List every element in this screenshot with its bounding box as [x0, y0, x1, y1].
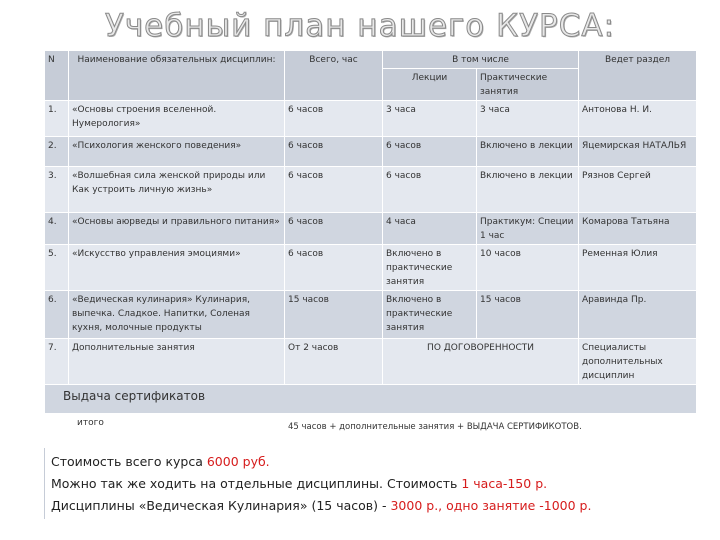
table-row [45, 137, 697, 167]
header-teacher: Ведет раздел [579, 51, 697, 101]
table-row [45, 245, 697, 291]
row-num: 3. [45, 167, 69, 213]
row-teacher: Антонова Н. И. [579, 101, 697, 137]
row-lectures-practical: ПО ДОГОВОРЕННОСТИ [383, 339, 579, 385]
row-total: 6 часов [285, 167, 383, 213]
header-name: Наименование обязательных дисциплин: [69, 51, 285, 101]
row-name: Дополнительные занятия [69, 339, 285, 385]
row-total: 6 часов [285, 245, 383, 291]
row-lectures: 4 часа [383, 213, 477, 245]
row-name: «Психология женского поведения» [69, 137, 285, 167]
row-total: 15 часов [285, 291, 383, 339]
row-lectures: Включено в практические занятия [383, 245, 477, 291]
row-total: 6 часов [285, 137, 383, 167]
table-row [45, 291, 697, 339]
table-row [45, 213, 697, 245]
price-line-single [51, 473, 691, 495]
table-header-row [45, 51, 697, 69]
table-row [45, 339, 697, 385]
row-total: 6 часов [285, 101, 383, 137]
header-lectures: Лекции [383, 69, 477, 101]
row-total: 6 часов [285, 213, 383, 245]
row-teacher: Комарова Татьяна [579, 213, 697, 245]
table-row [45, 167, 697, 213]
row-practical: 15 часов [477, 291, 579, 339]
total-text: 45 часов + дополнительные занятия + ВЫДАЧА СЕРТИФИКОТОВ. [285, 414, 697, 436]
row-num: 7. [45, 339, 69, 385]
total-label: итого [45, 414, 285, 436]
price-line-culinary [51, 495, 691, 517]
row-practical: 3 часа [477, 101, 579, 137]
row-num: 6. [45, 291, 69, 339]
row-lectures: Включено в практические занятия [383, 291, 477, 339]
row-name: «Основы строения вселенной. Нумерология» [69, 101, 285, 137]
row-practical: Практикум: Специи 1 час [477, 213, 579, 245]
row-name: «Волшебная сила женской природы или Как устроить личную жизнь» [69, 167, 285, 213]
row-teacher: Ременная Юлия [579, 245, 697, 291]
row-practical: 10 часов [477, 245, 579, 291]
row-total: От 2 часов [285, 339, 383, 385]
price-text: Стоимость всего курса [51, 454, 207, 469]
row-lectures: 6 часов [383, 137, 477, 167]
price-text: Дисциплины «Ведическая Кулинария» (15 часов) - [51, 498, 391, 513]
row-practical: Включено в лекции [477, 167, 579, 213]
row-num: 5. [45, 245, 69, 291]
row-lectures: 6 часов [383, 167, 477, 213]
page-title: Учебный план нашего КУРСА: [104, 8, 616, 44]
row-teacher: Аравинда Пр. [579, 291, 697, 339]
row-lectures: 3 часа [383, 101, 477, 137]
row-name: «Ведическая кулинария» Кулинария, выпечка. Сладкое. Напитки, Соленая кухня, молочные продукты [69, 291, 285, 339]
row-num: 2. [45, 137, 69, 167]
price-amount: 1 часа-150 р. [461, 476, 548, 491]
header-total: Всего, час [285, 51, 383, 101]
header-num: N [45, 51, 69, 101]
row-practical: Включено в лекции [477, 137, 579, 167]
row-teacher: Яцемирская НАТАЛЬЯ [579, 137, 697, 167]
price-amount: 6000 руб. [206, 454, 270, 469]
row-name: «Основы аюрведы и правильного питания» [69, 213, 285, 245]
curriculum-table [44, 50, 697, 436]
row-num: 1. [45, 101, 69, 137]
total-row [45, 414, 697, 436]
price-line-full-course [51, 451, 691, 473]
header-practical: Практические занятия [477, 69, 579, 101]
table-row [45, 101, 697, 137]
price-info [44, 448, 695, 519]
price-amount: 3000 р., одно занятие -1000 р. [390, 498, 592, 513]
certificate-label: Выдача сертификатов [45, 385, 697, 414]
row-teacher: Рязнов Сергей [579, 167, 697, 213]
row-name: «Искусство управления эмоциями» [69, 245, 285, 291]
header-including: В том числе [383, 51, 579, 69]
row-num: 4. [45, 213, 69, 245]
certificate-row [45, 385, 697, 414]
price-text: Можно так же ходить на отдельные дисциплины. Стоимость [51, 476, 462, 491]
row-teacher: Специалисты дополнительных дисциплин [579, 339, 697, 385]
